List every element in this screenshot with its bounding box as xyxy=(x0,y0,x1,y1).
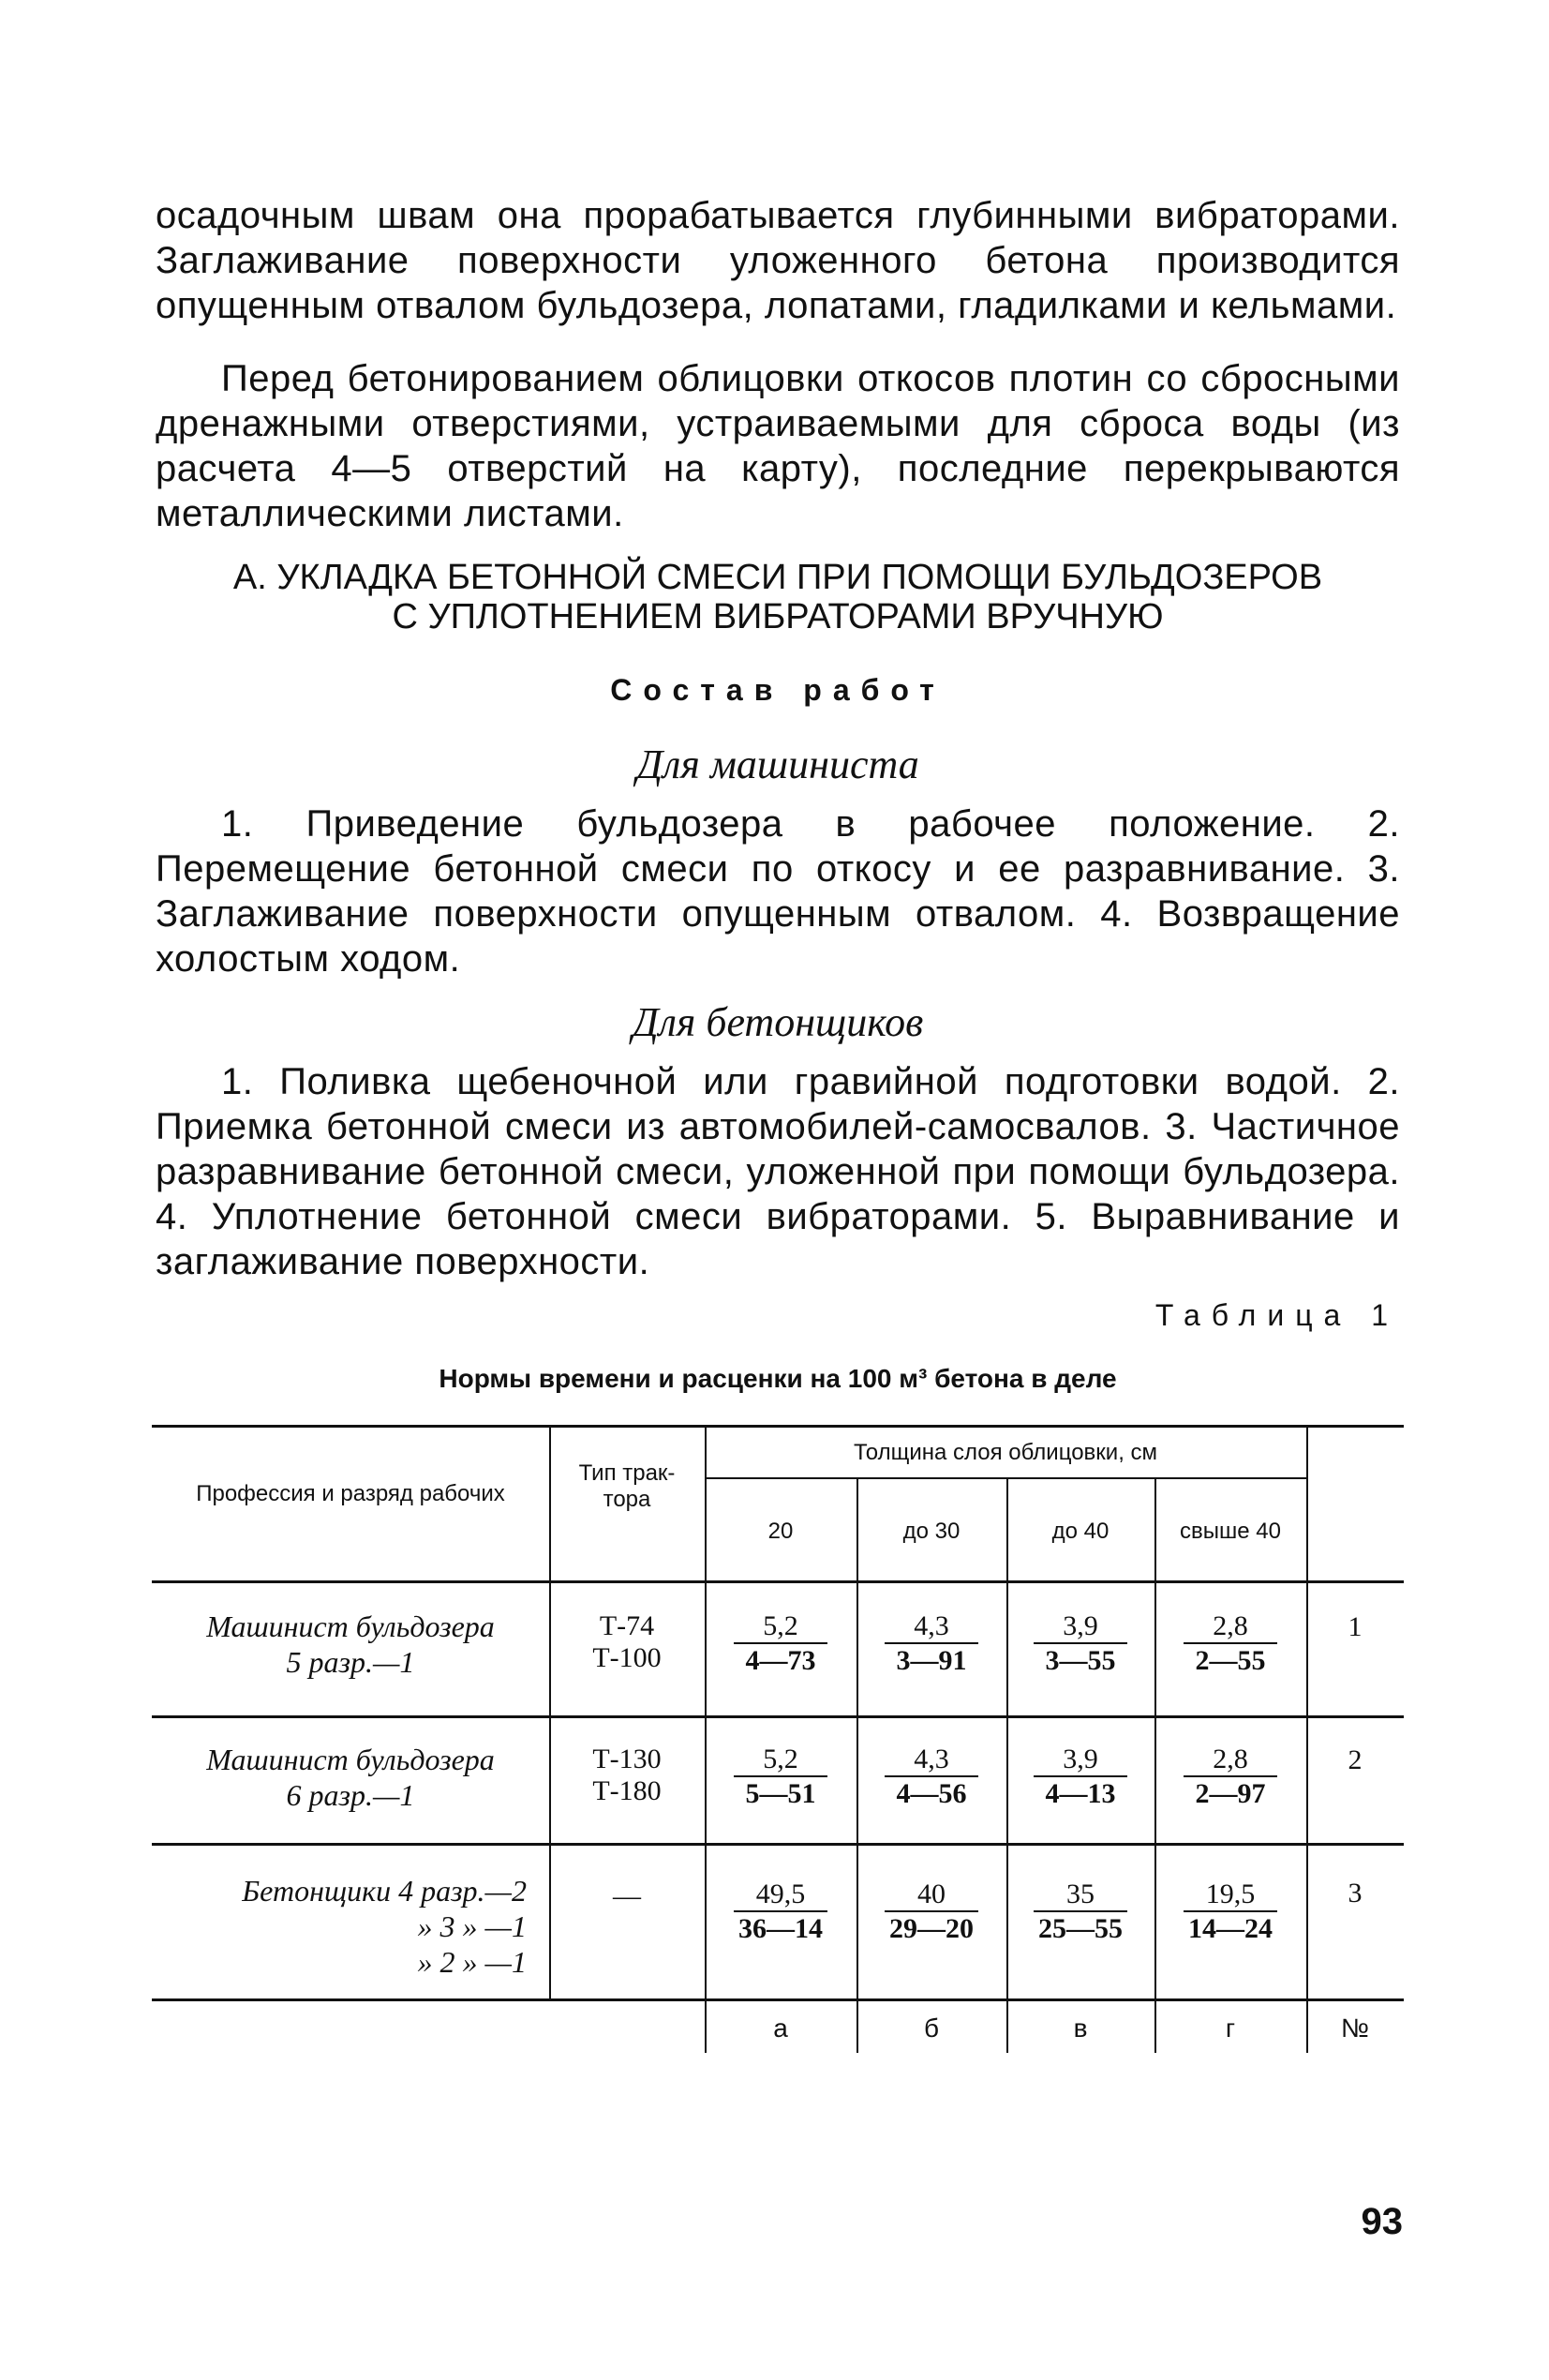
tractor-line: Т-130 xyxy=(592,1744,662,1774)
paragraph-2: Перед бетонированием облицовки откосов плотин со сбросными дренажными отверстиями, устраиваемыми для сброса воды (из расчета 4—5 отверстий на карту), последние перекрываются металлическими листами. xyxy=(156,358,1400,534)
footer-col-a: а xyxy=(773,2013,788,2043)
tractor-line: Т-100 xyxy=(592,1642,662,1673)
footer-col-b: б xyxy=(923,2013,940,2043)
table-label: Таблица 1 xyxy=(1154,1298,1399,1332)
profession-line: » 3 » —1 xyxy=(417,1909,527,1943)
col-rule-5 xyxy=(1154,1477,1156,2053)
thickness-header-rule xyxy=(705,1477,1306,1479)
col-rule-4 xyxy=(1006,1477,1008,2053)
table-row-2-profession xyxy=(152,1742,549,1813)
section-heading-line-2: С УПЛОТНЕНИЕМ ВИБРАТОРАМИ ВРУЧНУЮ xyxy=(392,597,1164,636)
col-rule-3 xyxy=(856,1477,858,2053)
page-number: 93 xyxy=(1361,2201,1403,2242)
header-col-over-40: свыше 40 xyxy=(1180,1519,1281,1544)
table-row-2-value-40: $\frac{3,9}{4—13}$ xyxy=(1034,1744,1127,1811)
table-row-1-number: 1 xyxy=(1348,1611,1363,1642)
table-title: Нормы времени и расценки на 100 м³ бетона в деле xyxy=(439,1364,1117,1393)
table-row-1-value-over-40: $\frac{2,8}{2—55}$ xyxy=(1184,1610,1277,1678)
tractor-line: — xyxy=(613,1880,641,1911)
section-heading xyxy=(156,558,1400,636)
footer-col-v: в xyxy=(1073,2013,1088,2043)
profession-line: Бетонщики 4 разр.—2 xyxy=(242,1874,527,1908)
table-row-3-value-40: $\frac{35}{25—55}$ xyxy=(1034,1879,1127,1946)
table-row-3-tractor xyxy=(549,1880,705,1912)
tractor-line: Т-180 xyxy=(592,1775,662,1806)
header-thickness: Толщина слоя облицовки, см xyxy=(853,1440,1158,1465)
profession-line: » 2 » —1 xyxy=(417,1945,527,1979)
profession-line: Машинист бульдозера xyxy=(206,1609,495,1643)
role-text-operator: 1. Приведение бульдозера в рабочее положение. 2. Перемещение бетонной смеси по откосу и ее разравнивание. 3. Заглаживание поверхности опущенным отвалом. 4. Возвращение холостым ходом. xyxy=(156,803,1400,980)
norms-table xyxy=(152,1425,1404,2053)
table-row-1-value-20: $\frac{5,2}{4—73}$ xyxy=(734,1610,827,1678)
header-col-30: до 30 xyxy=(902,1519,961,1544)
table-row-2-value-20: $\frac{5,2}{5—51}$ xyxy=(734,1744,827,1811)
header-bottom-rule xyxy=(152,1580,1404,1583)
table-row-3-profession xyxy=(171,1873,527,1980)
table-row-3-value-30: $\frac{40}{29—20}$ xyxy=(885,1879,978,1946)
role-heading-concrete-workers: Для бетонщиков xyxy=(632,999,924,1045)
role-text-concrete-workers: 1. Поливка щебеночной или гравийной подготовки водой. 2. Приемка бетонной смеси из автомобилей-самосвалов. 3. Частичное разравнивание бетонной смеси, уложенной при помощи бульдозера. 4. Уплотнение бетонной смеси вибраторами. 5. Выравнивание и заглаживание поверхности. xyxy=(156,1061,1400,1282)
table-row-2-value-30: $\frac{4,3}{4—56}$ xyxy=(885,1744,978,1811)
profession-line: Машинист бульдозера xyxy=(206,1743,495,1776)
tractor-line: Т-74 xyxy=(599,1610,655,1641)
table-row-1-profession xyxy=(152,1609,549,1680)
row-3-bottom-rule xyxy=(152,1998,1404,2001)
table-row-2-value-over-40: $\frac{2,8}{2—97}$ xyxy=(1184,1744,1277,1811)
table-row-3-value-20: $\frac{49,5}{36—14}$ xyxy=(734,1879,827,1946)
section-heading-line-1: А. УКЛАДКА БЕТОННОЙ СМЕСИ ПРИ ПОМОЩИ БУЛЬДОЗЕРОВ xyxy=(232,558,1323,597)
table-row-3-value-over-40: $\frac{19,5}{14—24}$ xyxy=(1184,1879,1277,1946)
subheading: Состав работ xyxy=(610,673,946,707)
table-row-1-value-40: $\frac{3,9}{3—55}$ xyxy=(1034,1610,1127,1678)
table-row-2-tractor xyxy=(549,1744,705,1807)
table-top-rule xyxy=(152,1425,1404,1428)
table-row-2-number: 2 xyxy=(1348,1744,1363,1775)
role-heading-operator: Для машиниста xyxy=(636,741,919,787)
col-rule-1 xyxy=(549,1425,551,1998)
table-row-3-number: 3 xyxy=(1348,1878,1363,1908)
footer-col-number: № xyxy=(1340,2013,1370,2043)
table-row-1-tractor xyxy=(549,1610,705,1674)
header-tractor: Тип трак-тора xyxy=(578,1460,676,1512)
table-row-1-value-30: $\frac{4,3}{3—91}$ xyxy=(885,1610,978,1678)
col-rule-6 xyxy=(1306,1425,1308,2053)
paragraph-1: осадочным швам она прорабатывается глубинными вибраторами. Заглаживание поверхности уложенного бетона производится опущенным отвалом бульдозера, лопатами, гладилками и кельмами. xyxy=(156,195,1400,326)
header-profession: Профессия и разряд рабочих xyxy=(196,1481,505,1506)
header-col-20: 20 xyxy=(767,1519,794,1544)
profession-line: 5 разр.—1 xyxy=(286,1645,415,1679)
profession-line: 6 разр.—1 xyxy=(286,1778,415,1812)
header-col-40: до 40 xyxy=(1051,1519,1110,1544)
footer-col-g: г xyxy=(1225,2013,1236,2043)
row-2-bottom-rule xyxy=(152,1843,1404,1846)
row-1-bottom-rule xyxy=(152,1715,1404,1718)
